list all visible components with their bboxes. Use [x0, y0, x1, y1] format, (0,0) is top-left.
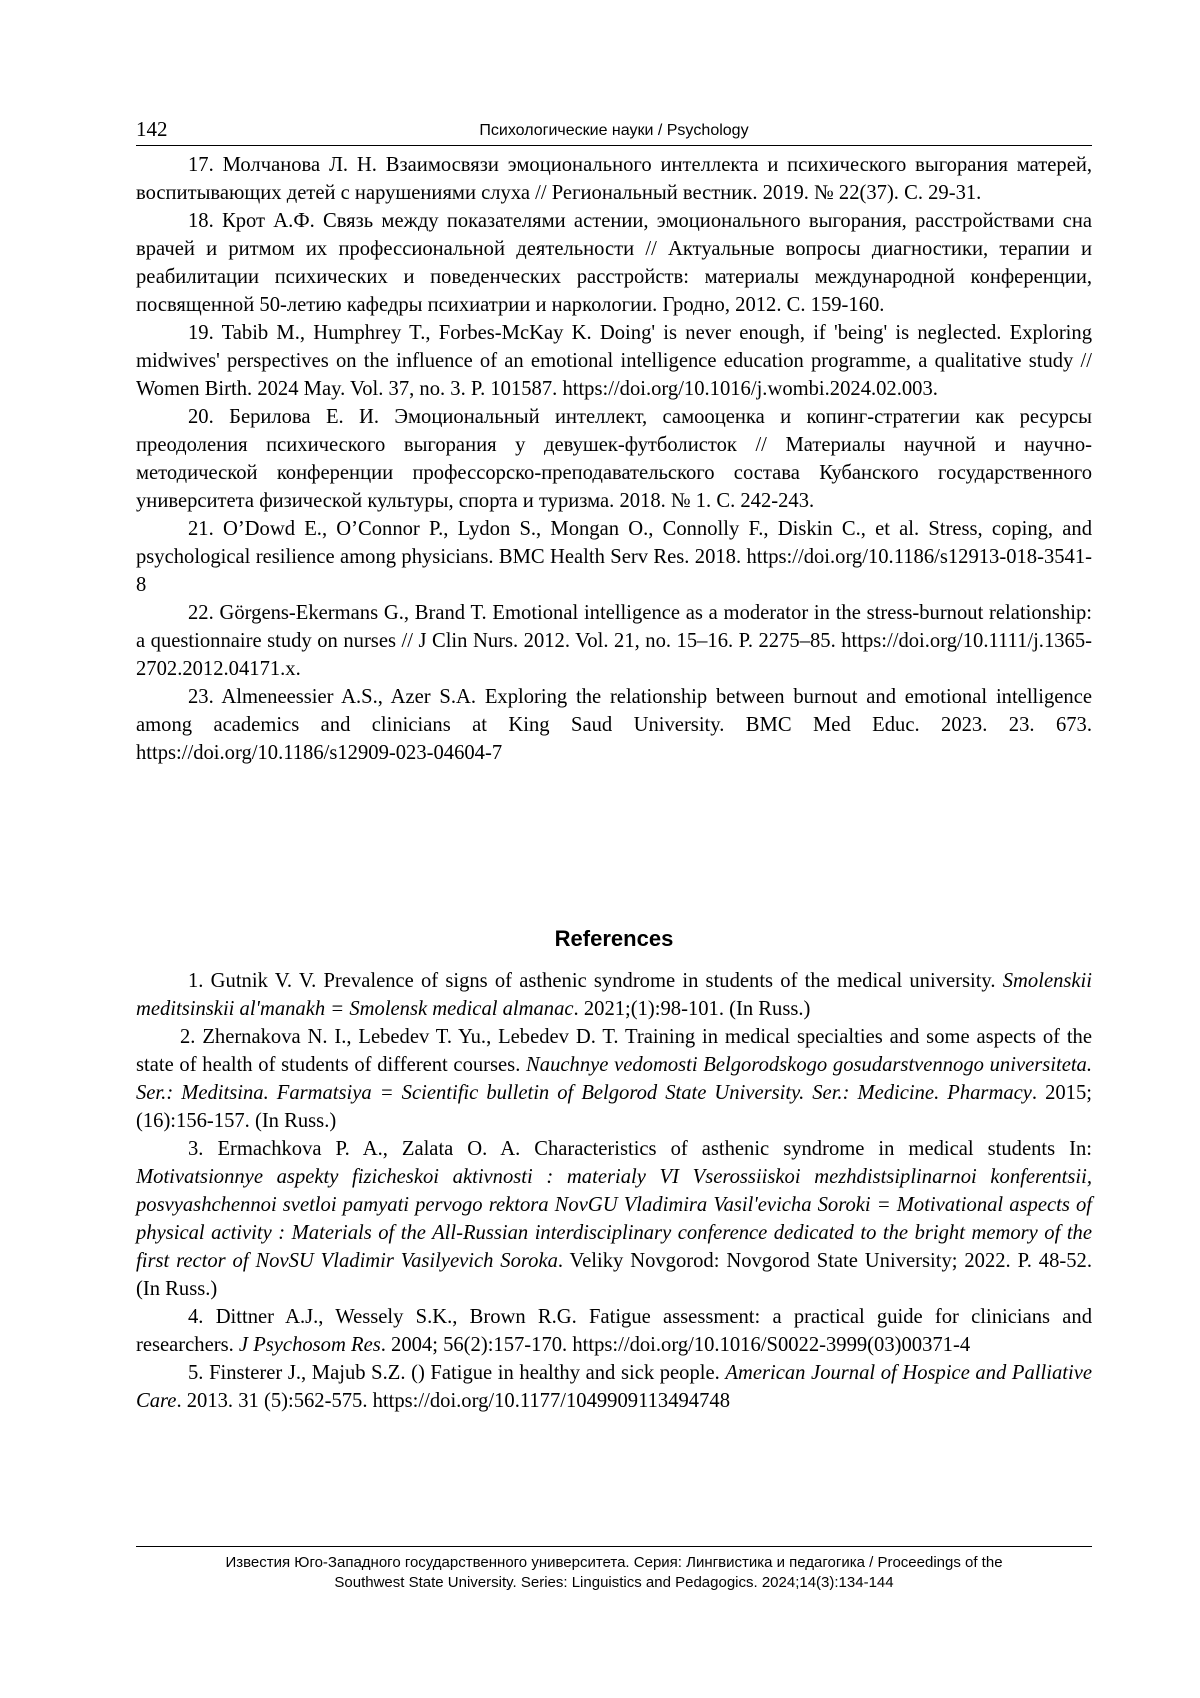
reference-entry: [136, 1359, 1092, 1415]
footer-line-2: Southwest State University. Series: Linguistics and Pedagogics. 2024;14(3):134-144: [334, 1574, 894, 1591]
reference-entry: [136, 515, 1092, 599]
reference-text: Tabib M., Humphrey T., Forbes-McKay K. Doing' is never enough, if 'being' is neglected. Exploring midwives' perspectives on the influence of an emotional intelligence education programme, a qualitative study // Women Birth. 2024 May. Vol. 37, no. 3. P. 101587. https://doi.org/10.1016/j.wombi.2024.02.003.: [136, 322, 1092, 400]
reference-details: . 2021;(1):98-101. (In Russ.): [573, 998, 811, 1020]
reference-text: Zhernakova N. I., Lebedev T. Yu., Lebedev D. T. Training in medical specialties and some aspects of the state of health of students of different courses.: [136, 1026, 1092, 1076]
reference-source-title: Motivatsionnye aspekty fizicheskoi aktivnosti : materialy VI Vserossiiskoi mezhdistsiplinarnoi konferentsii, posvyashchennoi svetloi pamyati pervogo rektora NovGU Vladimira Vasil'evicha Soroki = Motivational aspects of physical activity : Materials of the All-Russian interdisciplinary conference dedicated to the bright memory of the first rector of NovSU Vladimir Vasilyevich Soroka: [136, 1166, 1092, 1272]
reference-source-title: J Psychosom Res: [238, 1334, 381, 1356]
reference-number: 19.: [188, 322, 214, 344]
reference-details: . Veliky Novgorod: Novgorod State University; 2022. P. 48-52. (In Russ.): [136, 1250, 1092, 1300]
reference-text: Крот А.Ф. Связь между показателями астении, эмоционального выгорания, расстройствами сна врачей и ритмом их профессиональной деятельности // Актуальные вопросы диагностики, терапии и реабилитации психических и поведенческих расстройств: материалы международной конференции, посвященной 50-летию кафедры психиатрии и наркологии. Гродно, 2012. С. 159-160.: [136, 210, 1092, 316]
reference-number: 17.: [188, 154, 214, 176]
reference-number: 21.: [188, 518, 214, 540]
reference-source-title: Nauchnye vedomosti Belgorodskogo gosudarstvennogo universiteta. Ser.: Meditsina. Farmatsiya = Scientific bulletin of Belgorod State University. Ser.: Medicine. Pharmacy: [136, 1054, 1092, 1104]
reference-number: 3.: [188, 1138, 204, 1160]
reference-number: 4.: [188, 1306, 204, 1328]
reference-text: Görgens-Ekermans G., Brand T. Emotional intelligence as a moderator in the stress-burnout relationship: a questionnaire study on nurses // J Clin Nurs. 2012. Vol. 21, no. 15–16. P. 2275–85. https://doi.org/10.1111/j.1365-2702.2012.04171.x.: [136, 602, 1092, 680]
reference-text: Берилова Е. И. Эмоциональный интеллект, самооценка и копинг-стратегии как ресурсы преодоления психического выгорания у девушек-футболисток // Материалы научной и научно-методической конференции профессорско-преподавательского состава Кубанского государственного университета физической культуры, спорта и туризма. 2018. № 1. С. 242-243.: [136, 406, 1092, 512]
reference-number: 18.: [188, 210, 214, 232]
running-title: Психологические науки / Psychology: [479, 122, 749, 139]
page-number: 142: [136, 117, 168, 141]
page-footer: [136, 1546, 1092, 1593]
reference-source-title: Smolenskii meditsinskii al'manakh = Smolensk medical almanac: [136, 970, 1092, 1020]
reference-number: 1.: [188, 970, 204, 992]
references-heading: References: [554, 926, 674, 951]
reference-entry: [136, 1135, 1092, 1303]
reference-list-russian: [136, 151, 1092, 767]
reference-text: Finsterer J., Majub S.Z. () Fatigue in healthy and sick people.: [209, 1362, 726, 1384]
reference-entry: [136, 1023, 1092, 1135]
reference-text: Dittner A.J., Wessely S.K., Brown R.G. Fatigue assessment: a practical guide for clinicians and researchers.: [136, 1306, 1092, 1356]
reference-number: 23.: [188, 686, 214, 708]
reference-number: 20.: [188, 406, 214, 428]
reference-text: Gutnik V. V. Prevalence of signs of asthenic syndrome in students of the medical university.: [210, 970, 1003, 992]
reference-text: Молчанова Л. Н. Взаимосвязи эмоционального интеллекта и психического выгорания матерей, воспитывающих детей с нарушениями слуха // Региональный вестник. 2019. № 22(37). С. 29-31.: [136, 154, 1093, 204]
reference-number: 22.: [188, 602, 214, 624]
reference-details: . 2013. 31 (5):562-575. https://doi.org/10.1177/1049909113494748: [176, 1390, 730, 1412]
reference-number: 2.: [180, 1026, 196, 1048]
reference-number: 5.: [188, 1362, 204, 1384]
reference-text: Almeneessier A.S., Azer S.A. Exploring the relationship between burnout and emotional intelligence among academics and clinicians at King Saud University. BMC Med Educ. 2023. 23. 673. https://doi.org/10.1186/s12909-023-04604-7: [136, 686, 1092, 764]
page-header: [136, 117, 1092, 146]
reference-details: . 2015;(16):156-157. (In Russ.): [136, 1082, 1092, 1132]
reference-text: O’Dowd E., O’Connor P., Lydon S., Mongan O., Connolly F., Diskin C., et al. Stress, coping, and psychological resilience among physicians. BMC Health Serv Res. 2018. https://doi.org/10.1186/s12913-018-3541-8: [136, 518, 1092, 596]
reference-entry: [136, 403, 1092, 515]
reference-entry: [136, 683, 1092, 767]
reference-text: Ermachkova P. A., Zalata O. A. Characteristics of asthenic syndrome in medical students In:: [217, 1138, 1092, 1160]
reference-entry: [136, 319, 1092, 403]
reference-entry: [136, 967, 1092, 1023]
reference-list-english: [136, 967, 1092, 1415]
reference-entry: [136, 1303, 1092, 1359]
reference-details: . 2004; 56(2):157-170. https://doi.org/10.1016/S0022-3999(03)00371-4: [380, 1334, 971, 1356]
reference-source-title: American Journal of Hospice and Palliative Care: [136, 1362, 1092, 1412]
reference-entry: [136, 151, 1092, 207]
reference-entry: [136, 599, 1092, 683]
reference-entry: [136, 207, 1092, 319]
footer-line-1: Известия Юго-Западного государственного университета. Серия: Лингвистика и педагогика / Proceedings of the: [225, 1554, 1003, 1571]
